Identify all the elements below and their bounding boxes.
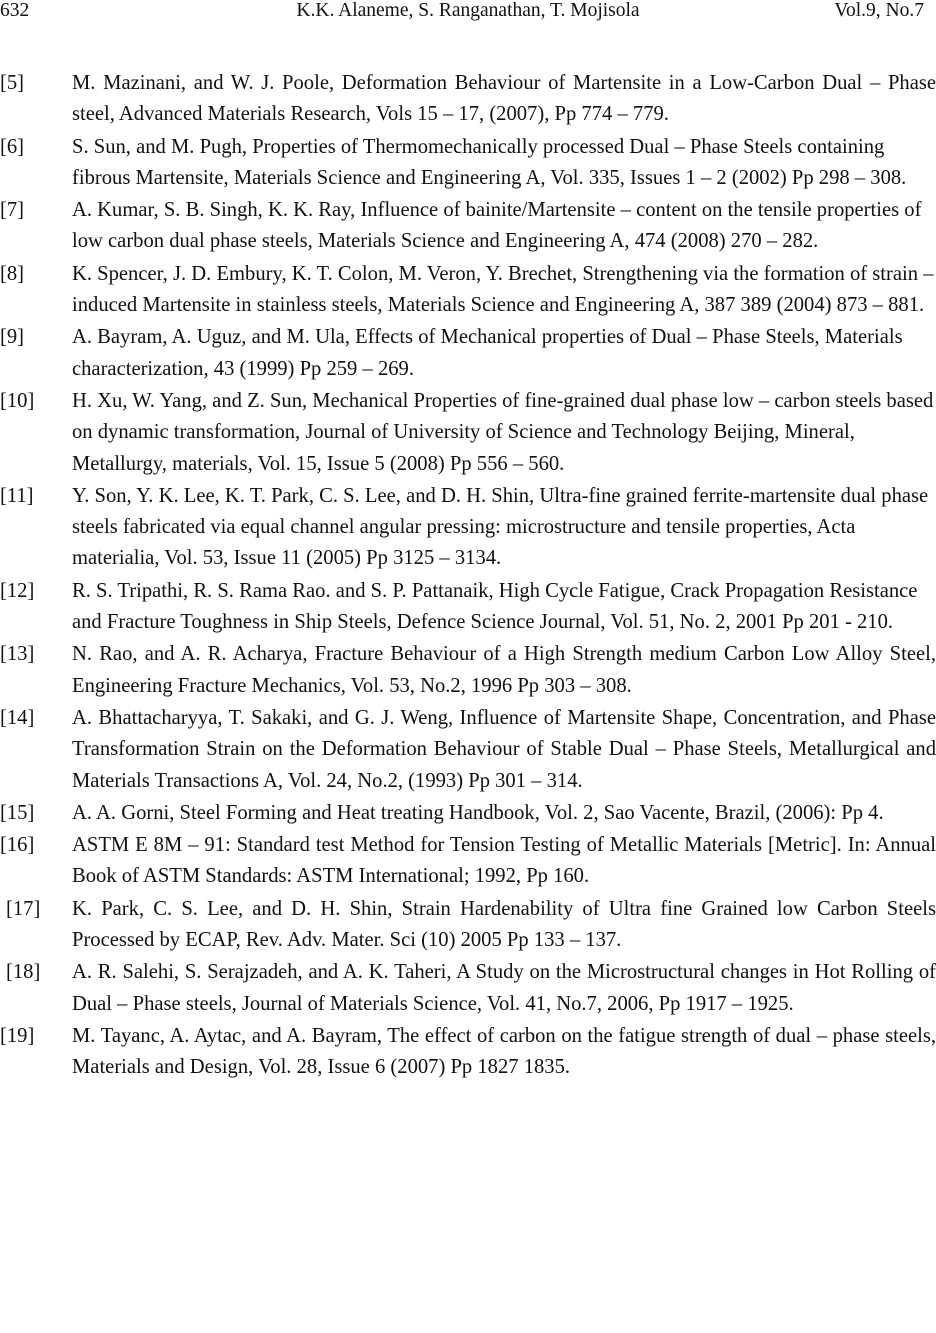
- header-authors: K.K. Alaneme, S. Ranganathan, T. Mojisola: [296, 0, 640, 21]
- reference-text: N. Rao, and A. R. Acharya, Fracture Behaviour of a High Strength medium Carbon Low Alloy Steel, Engineering Fracture Mechanics, Vol. 53, No.2, 1996 Pp 303 – 308.: [72, 643, 936, 697]
- reference-item: [0, 386, 936, 480]
- reference-text: M. Tayanc, A. Aytac, and A. Bayram, The effect of carbon on the fatigue strength of dual – phase steels, Materials and Design, Vol. 28, Issue 6 (2007) Pp 1827 1835.: [72, 1024, 936, 1079]
- reference-number: [18]: [6, 961, 41, 984]
- reference-number: [9]: [0, 326, 25, 349]
- reference-item: [0, 132, 936, 195]
- reference-item: [0, 830, 936, 893]
- reference-number: [8]: [0, 262, 25, 285]
- reference-text: Y. Son, Y. K. Lee, K. T. Park, C. S. Lee, and D. H. Shin, Ultra-fine grained ferrite-martensite dual phase steels fabricated via equal channel angular pressing: microstructure and tensile properties, Acta materialia, Vol. 53, Issue 11 (2005) Pp 3125 – 3134.: [72, 484, 929, 570]
- reference-item: [0, 68, 936, 131]
- reference-text: R. S. Tripathi, R. S. Rama Rao. and S. P. Pattanaik, High Cycle Fatigue, Crack Propagation Resistance and Fracture Toughness in Ship Steels, Defence Science Journal, Vol. 51, No. 2, 2001 Pp 201 - 210.: [72, 579, 918, 634]
- reference-number: [5]: [0, 72, 25, 94]
- reference-item: [0, 894, 936, 957]
- reference-text: K. Park, C. S. Lee, and D. H. Shin, Strain Hardenability of Ultra fine Grained low Carbon Steels Processed by ECAP, Rev. Adv. Mater. Sci (10) 2005 Pp 133 – 137.: [72, 897, 936, 952]
- reference-item: [0, 576, 936, 639]
- running-header: [0, 0, 936, 40]
- page-number: 632: [0, 0, 30, 21]
- reference-list: [0, 68, 936, 1085]
- reference-item: [0, 798, 936, 829]
- reference-item: [0, 703, 936, 797]
- reference-text: S. Sun, and M. Pugh, Properties of Thermomechanically processed Dual – Phase Steels containing fibrous Martensite, Materials Science and Engineering A, Vol. 335, Issues 1 – 2 (2002) Pp 298 – 308.: [72, 135, 907, 189]
- reference-text: K. Spencer, J. D. Embury, K. T. Colon, M. Veron, Y. Brechet, Strengthening via the formation of strain – induced Martensite in stainless steels, Materials Science and Engineering A, 387 389 (2004) 873 – 881.: [72, 262, 934, 317]
- reference-item: [0, 639, 936, 702]
- reference-number: [17]: [6, 897, 41, 920]
- reference-number: [7]: [0, 199, 25, 222]
- reference-number: [6]: [0, 135, 25, 158]
- reference-text: A. R. Salehi, S. Serajzadeh, and A. K. Taheri, A Study on the Microstructural changes in Hot Rolling of Dual – Phase steels, Journal of Materials Science, Vol. 41, No.7, 2006, Pp 1917 – 1925.: [72, 961, 936, 1015]
- reference-number: [10]: [0, 389, 35, 412]
- reference-item: [0, 195, 936, 258]
- reference-number: [19]: [0, 1024, 35, 1047]
- reference-item: [0, 481, 936, 575]
- reference-number: [12]: [0, 579, 35, 602]
- reference-item: [0, 957, 936, 1020]
- reference-item: [0, 259, 936, 322]
- reference-number: [11]: [0, 484, 34, 507]
- reference-number: [15]: [0, 801, 35, 824]
- reference-text: A. Kumar, S. B. Singh, K. K. Ray, Influence of bainite/Martensite – content on the tensile properties of low carbon dual phase steels, Materials Science and Engineering A, 474 (2008) 270 – 282.: [72, 199, 922, 253]
- reference-text: A. A. Gorni, Steel Forming and Heat treating Handbook, Vol. 2, Sao Vacente, Brazil, (2006): Pp 4.: [72, 801, 884, 824]
- reference-text: A. Bhattacharyya, T. Sakaki, and G. J. Weng, Influence of Martensite Shape, Concentration, and Phase Transformation Strain on the Deformation Behaviour of Stable Dual – Phase Steels, Metallurgical and Materials Transactions A, Vol. 24, No.2, (1993) Pp 301 – 314.: [72, 706, 936, 792]
- reference-number: [14]: [0, 706, 35, 729]
- reference-number: [16]: [0, 834, 35, 857]
- reference-item: [0, 1021, 936, 1084]
- reference-text: ASTM E 8M – 91: Standard test Method for Tension Testing of Metallic Materials [Metric]. In: Annual Book of ASTM Standards: ASTM International; 1992, Pp 160.: [72, 834, 936, 888]
- reference-text: H. Xu, W. Yang, and Z. Sun, Mechanical Properties of fine-grained dual phase low – carbon steels based on dynamic transformation, Journal of University of Science and Technology Beijing, Mineral, Metallurgy, materials, Vol. 15, Issue 5 (2008) Pp 556 – 560.: [72, 389, 934, 475]
- reference-number: [13]: [0, 643, 35, 666]
- header-volume: Vol.9, No.7: [834, 0, 924, 21]
- reference-text: A. Bayram, A. Uguz, and M. Ula, Effects of Mechanical properties of Dual – Phase Steels, Materials characterization, 43 (1999) Pp 259 – 269.: [72, 326, 903, 380]
- reference-item: [0, 322, 936, 385]
- reference-text: M. Mazinani, and W. J. Poole, Deformation Behaviour of Martensite in a Low-Carbon Dual – Phase steel, Advanced Materials Research, Vols 15 – 17, (2007), Pp 774 – 779.: [72, 72, 936, 126]
